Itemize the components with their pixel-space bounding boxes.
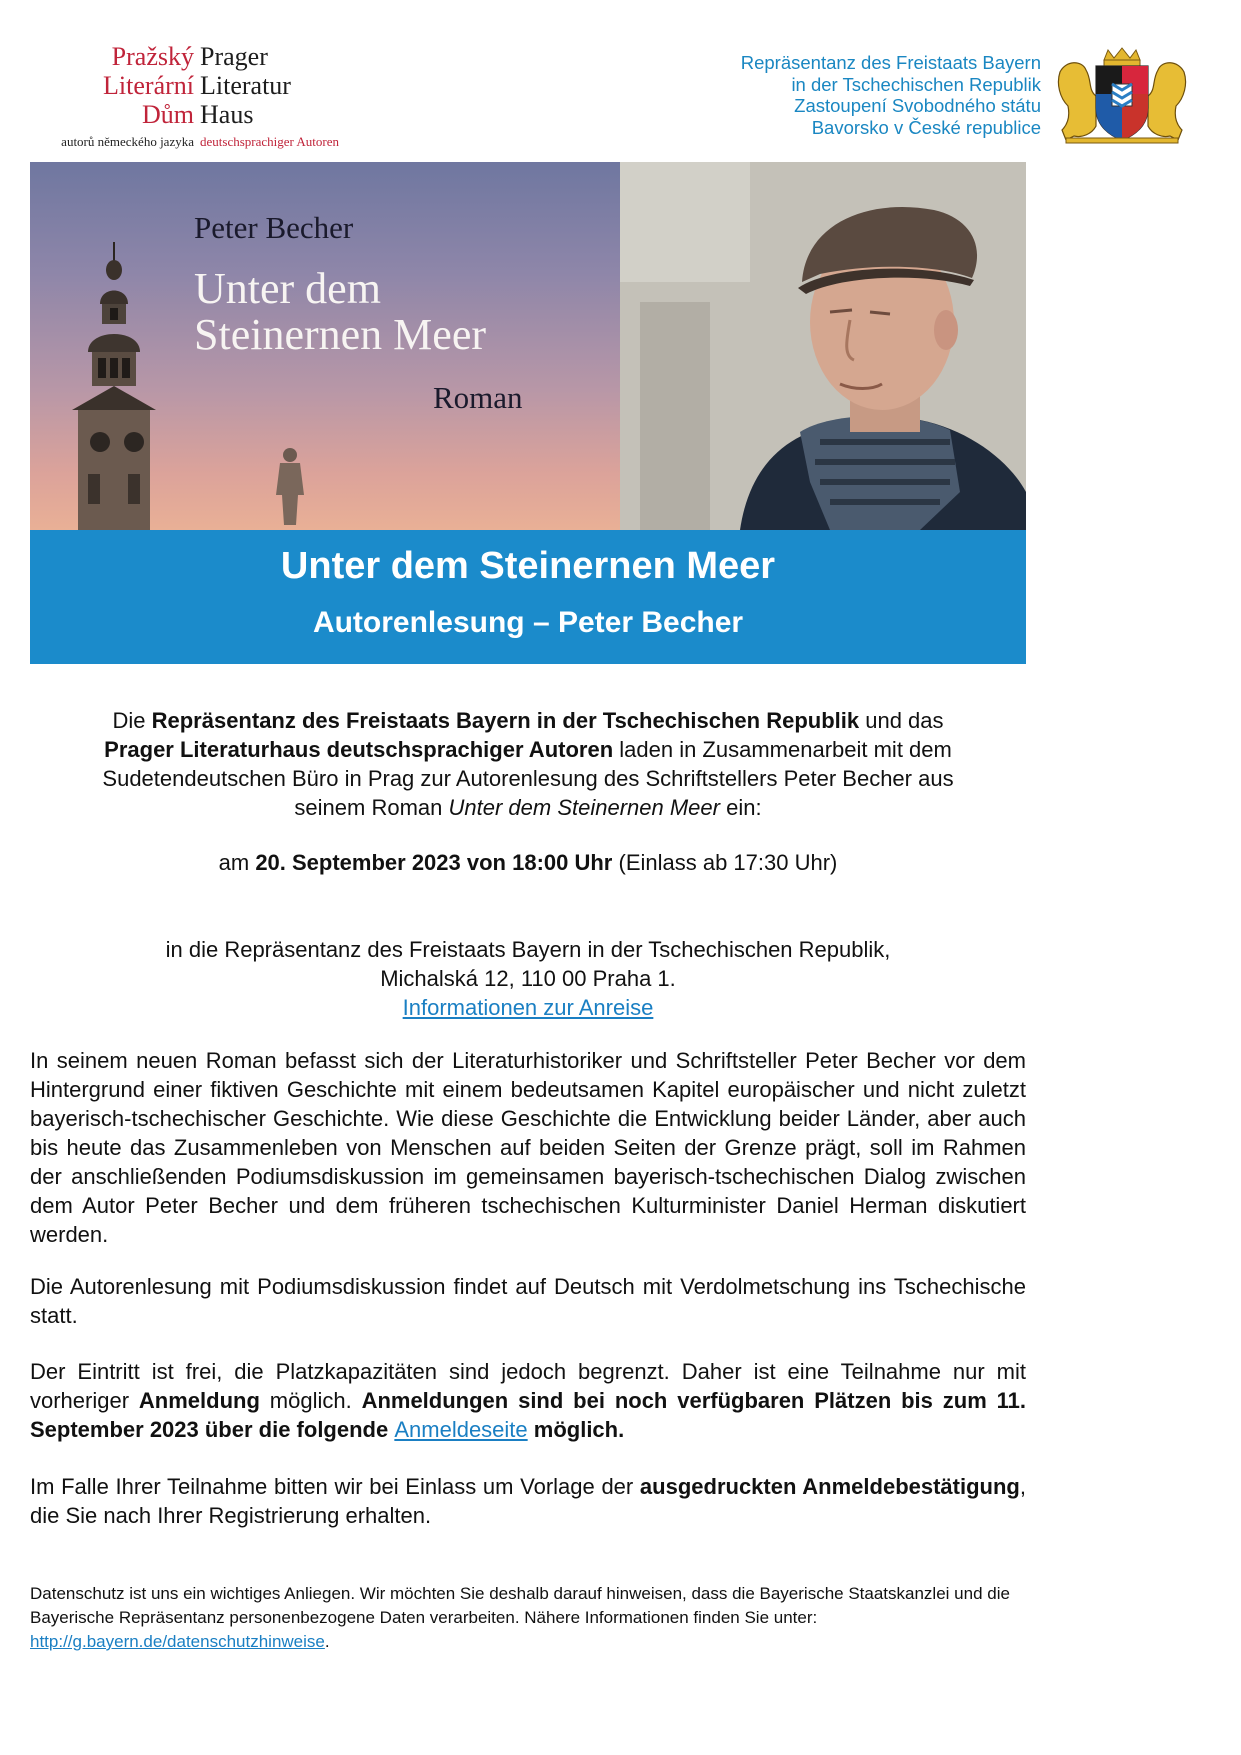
intro-book-title: Unter dem Steinernen Meer (448, 795, 720, 820)
cover-title-line-2: Steinernen Meer (194, 310, 486, 359)
registration-keyword: Anmeldung (138, 1388, 260, 1413)
bayern-cz-line-2: Bavorsko v České republice (811, 116, 1041, 138)
event-subtitle: Autorenlesung – Peter Becher (312, 606, 744, 639)
confirmation-keyword: ausgedruckten Anmeldebestätigung (639, 1474, 1020, 1499)
logo-de-line-1: Prager (200, 42, 268, 71)
intro-line-3: Sudetendeutschen Büro in Prag zur Autorenlesung des Schriftstellers Peter Becher aus (102, 766, 954, 791)
intro-text: Die (112, 708, 152, 733)
registration-text-bold: möglich. (527, 1417, 625, 1442)
logo-cz-line-2: Literární (103, 71, 194, 100)
venue-line-1: in die Repräsentanz des Freistaats Bayern in der Tschechischen Republik, (165, 937, 891, 962)
description-paragraph: In seinem neuen Roman befasst sich der Literaturhistoriker und Schriftsteller Peter Becher vor dem Hintergrund einer fiktiven Geschichte mit einem bedeutsamen Kapitel europäischer und nicht zuletzt bayerisch-tschechischer Geschichte. Wie diese Geschichte die Entwicklung beider Länder, aber auch bis heute das Zusammenleben von Menschen auf beiden Seiten der Grenze prägt, soll im Rahmen der anschließenden Podiumsdiskussion im gemeinsamen bayerisch-tschechischen Dialog zwischen dem Autor Peter Becher und dem früheren tschechischen Kulturminister Daniel Herman diskutiert werden. (30, 1048, 1026, 1247)
event-title-bar (30, 530, 1026, 664)
intro-text: und das (859, 708, 944, 733)
bayern-cz-line-1: Zastoupení Svobodného státu (794, 95, 1041, 116)
confirmation-text: , die Sie nach Ihrer Registrierung erhalten. (30, 1474, 1026, 1528)
confirmation-text: Im Falle Ihrer Teilnahme bitten wir bei Einlass um Vorlage der (30, 1474, 640, 1499)
clock-tower-illustration (44, 242, 184, 530)
privacy-end: . (324, 1632, 330, 1651)
registration-text: Der Eintritt ist frei, die Platzkapazitäten sind jedoch begrenzt. Daher ist eine Teilnahme nur mit vorheriger (30, 1359, 1026, 1413)
portrait-illustration (620, 162, 1026, 530)
language-paragraph: Die Autorenlesung mit Podiumsdiskussion findet auf Deutsch mit Verdolmetschung ins Tschechische statt. (30, 1274, 1026, 1328)
cover-artwork (30, 162, 620, 530)
registration-page-link[interactable]: Anmeldeseite (394, 1417, 528, 1442)
privacy-notice (30, 1582, 1040, 1654)
intro-host-literaturhaus: Prager Literaturhaus deutschsprachiger Autoren (104, 737, 614, 762)
event-date-time: 20. September 2023 von 18:00 Uhr (255, 850, 613, 875)
intro-line-2 (30, 735, 1026, 764)
cover-book-title (194, 266, 486, 358)
intro-text: laden in Zusammenarbeit mit dem (613, 737, 952, 762)
intro-host-bayern: Repräsentanz des Freistaats Bayern in der Tschechischen Republik (151, 708, 860, 733)
logo-cz-line-3: Dům (142, 100, 194, 129)
bayern-de-line-1: Repräsentanz des Freistaats Bayern (740, 52, 1041, 73)
book-cover-banner (30, 162, 1026, 530)
intro-text: ein: (719, 795, 762, 820)
registration-deadline: Anmeldungen sind bei noch verfügbaren Plätzen bis zum 11. September 2023 über die folgende (30, 1388, 1026, 1442)
invitation-intro (30, 706, 1026, 822)
author-portrait-photo (620, 162, 1026, 530)
venue-address: Michalská 12, 110 00 Praha 1. (380, 966, 676, 991)
cover-author-name: Peter Becher (194, 210, 354, 245)
cover-genre: Roman (433, 380, 523, 415)
directions-link[interactable]: Informationen zur Anreise (402, 995, 654, 1020)
logo-de-line-2: Literatur (200, 71, 291, 100)
event-date-line (30, 848, 1026, 877)
intro-line-1 (30, 706, 1026, 735)
privacy-text: Datenschutz ist uns ein wichtiges Anliegen. Wir möchten Sie deshalb darauf hinweisen, dass die Bayerische Staatskanzlei und die Bayerische Repräsentanz personenbezogene Daten verarbeiten. Nähere Informationen finden Sie unter: (30, 1584, 1010, 1627)
bayern-de-line-2: in der Tschechischen Republik (791, 73, 1041, 95)
statue-silhouette (270, 445, 310, 530)
date-prefix: am (218, 850, 256, 875)
intro-line-4 (30, 793, 1026, 822)
event-title: Unter dem Steinernen Meer (280, 545, 776, 587)
admission-time: (Einlass ab 17:30 Uhr) (612, 850, 838, 875)
registration-text: möglich. (259, 1388, 362, 1413)
prager-literaturhaus-logo (28, 42, 368, 152)
logo-de-subtitle: deutschsprachiger Autoren (200, 134, 339, 149)
intro-text: seinem Roman (294, 795, 449, 820)
logo-de-line-3: Haus (200, 100, 254, 129)
privacy-link[interactable]: http://g.bayern.de/datenschutzhinweise (30, 1632, 325, 1651)
logo-cz-subtitle: autorů německého jazyka (61, 134, 194, 149)
venue-block (30, 935, 1026, 1022)
bavarian-coat-of-arms-icon (1052, 46, 1192, 144)
confirmation-paragraph (30, 1472, 1026, 1530)
registration-paragraph (30, 1357, 1026, 1444)
cover-title-line-1: Unter dem (194, 264, 381, 313)
bayern-representation-logo-text (741, 52, 1041, 138)
logo-cz-line-1: Pražský (111, 42, 194, 71)
